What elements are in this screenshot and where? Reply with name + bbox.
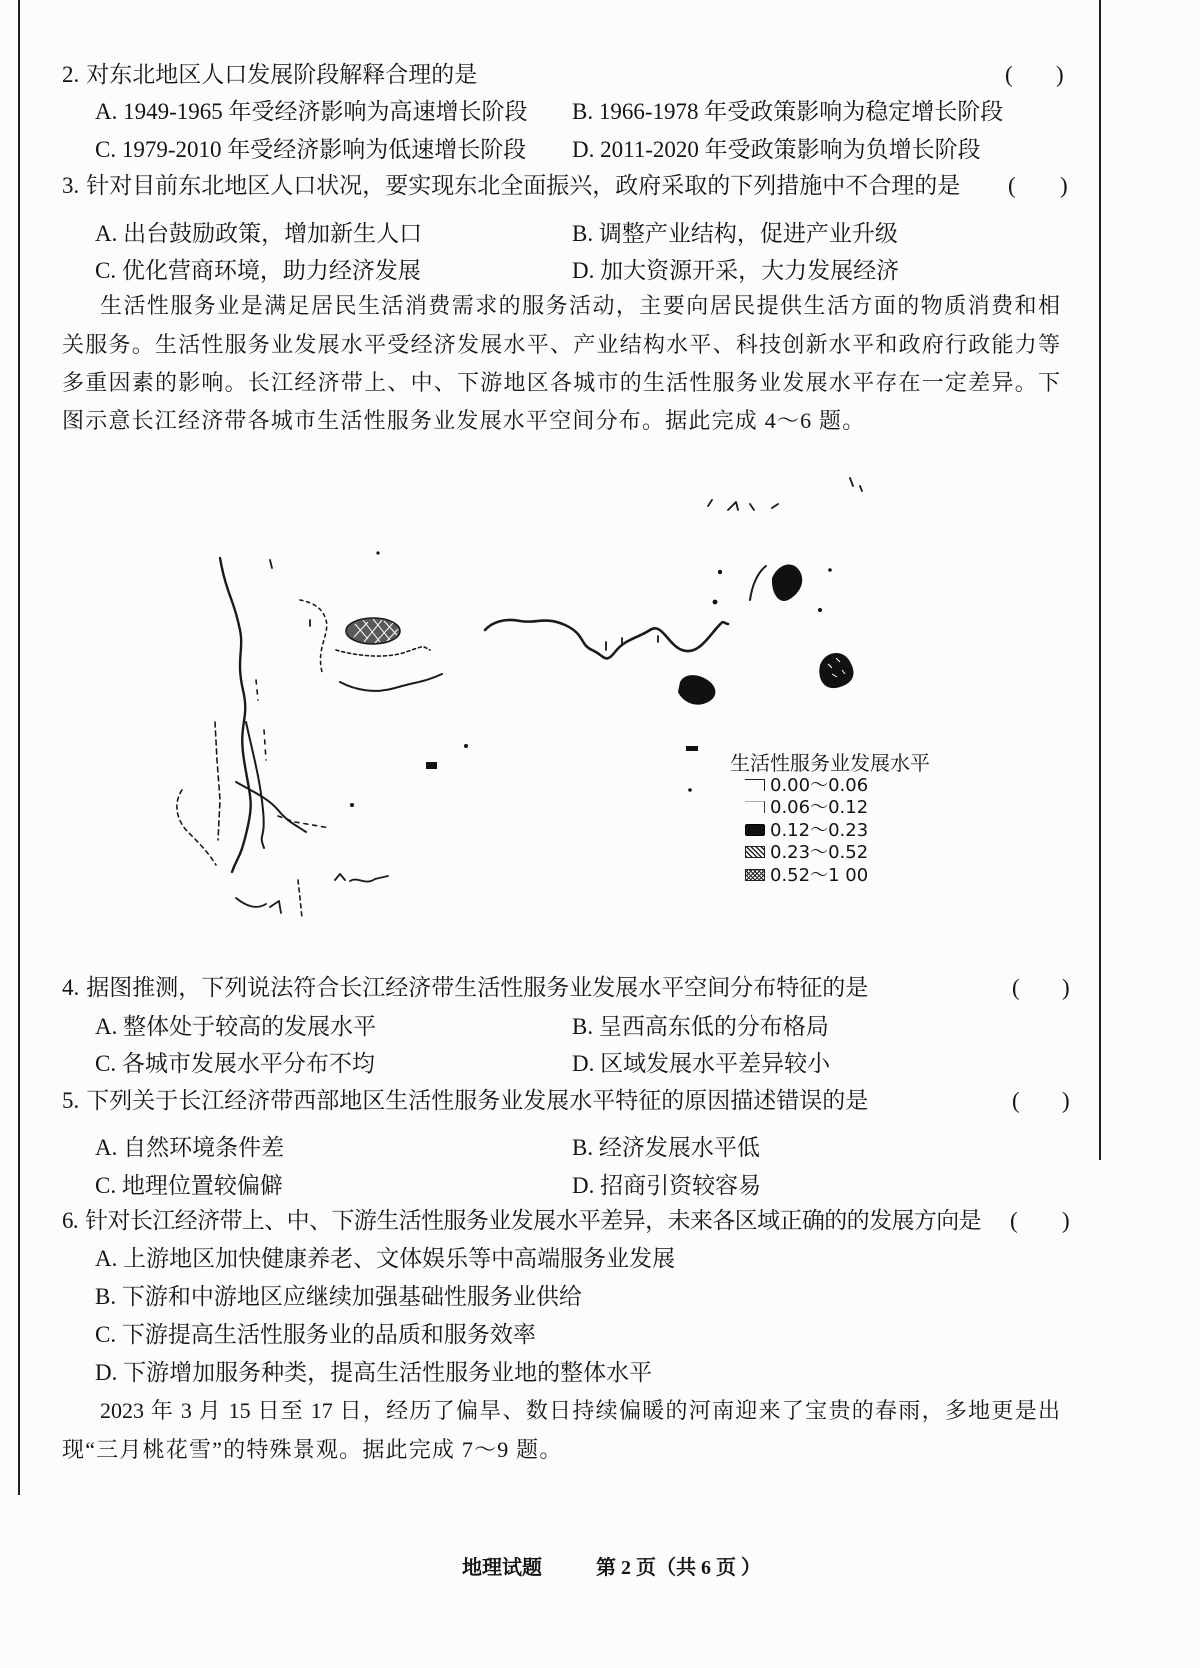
q5-option-c: C. 地理位置较偏僻: [95, 1173, 283, 1198]
q4-stem-text: 据图推测，下列说法符合长江经济带生活性服务业发展水平空间分布特征的是: [86, 975, 869, 1000]
q3-stem-text: 针对目前东北地区人口状况，要实现东北全面振兴，政府采取的下列措施中不合理的是: [86, 173, 961, 198]
passage-4-6-line: 关服务。生活性服务业发展水平受经济发展水平、产业结构水平、科技创新水平和政府行政能力等: [62, 332, 1060, 357]
q2-option-b: B. 1966-1978 年受政策影响为稳定增长阶段: [572, 99, 1004, 124]
q4-answer-bracket-open: (: [1012, 975, 1020, 1000]
map-river-yangtze: [485, 620, 728, 658]
q3-number: 3.: [62, 173, 80, 198]
map-region-level-3-northeast: [772, 564, 802, 601]
scan-border-right: [1099, 0, 1101, 1160]
legend-label: 0.12～0.23: [770, 820, 869, 841]
q5-stem-text: 下列关于长江经济带西部地区生活性服务业发展水平特征的原因描述错误的是: [86, 1088, 869, 1113]
map-region-level-3-central: [678, 675, 715, 705]
legend-label: 0.52～1 00: [770, 865, 869, 886]
map-boundary-central: [336, 647, 430, 656]
q6-number: 6.: [62, 1208, 79, 1233]
scan-border-left: [18, 0, 20, 1495]
q6-option-c: C. 下游提高生活性服务业的品质和服务效率: [95, 1322, 536, 1347]
q3-answer-bracket-open: (: [1008, 173, 1016, 198]
q3-option-c: C. 优化营商环境，助力经济发展: [95, 258, 421, 283]
q5-stem: [62, 1086, 868, 1116]
passage-7-9-line: 2023 年 3 月 15 日至 17 日，经历了偏旱、数日持续偏暖的河南迎来了宝贵的春雨，多地更是出: [100, 1398, 1060, 1423]
q3-option-a: A. 出台鼓励政策，增加新生人口: [95, 221, 423, 246]
legend-label: 0.23～0.52: [770, 842, 869, 863]
map-coast-south: [236, 898, 281, 913]
q2-number: 2.: [62, 62, 80, 87]
map-legend-item: [745, 775, 868, 797]
legend-swatch-solid: [745, 824, 765, 836]
map-legend-item: [745, 797, 868, 819]
q4-option-a: A. 整体处于较高的发展水平: [95, 1014, 377, 1039]
q6-stem: [62, 1206, 981, 1236]
q3-option-b: B. 调整产业结构，促进产业升级: [572, 221, 898, 246]
q5-number: 5.: [62, 1088, 80, 1113]
map-region-small-central: [686, 746, 698, 751]
q5-option-b: B. 经济发展水平低: [572, 1135, 760, 1160]
map-dot: [688, 788, 692, 792]
map-dot: [464, 744, 468, 748]
passage-4-6-line: 生活性服务业是满足居民生活消费需求的服务活动，主要向居民提供生活方面的物质消费和相: [100, 293, 1060, 318]
legend-label: 0.00～0.06: [770, 775, 869, 796]
q2-answer-bracket-close: ): [1056, 62, 1064, 87]
q5-option-a: A. 自然环境条件差: [95, 1135, 285, 1160]
map-boundary-southwest: [177, 790, 216, 865]
map-river-west: [220, 558, 251, 872]
q6-answer-bracket-open: (: [1010, 1208, 1018, 1233]
legend-swatch-hatch: [745, 846, 765, 858]
q4-option-b: B. 呈西高东低的分布格局: [572, 1014, 829, 1039]
q6-option-b: B. 下游和中游地区应继续加强基础性服务业供给: [95, 1284, 582, 1309]
footer-page-number: 第 2 页（共 6 页 ）: [596, 1557, 761, 1579]
map-region-small-west: [426, 762, 437, 769]
map-river-middle: [340, 674, 442, 691]
q6-option-d: D. 下游增加服务种类，提高生活性服务业地的整体水平: [95, 1360, 653, 1385]
map-dot: [350, 803, 354, 807]
passage-4-6-line: 多重因素的影响。长江经济带上、中、下游地区各城市的生活性服务业发展水平存在一定差异。下: [62, 370, 1060, 395]
q5-option-d: D. 招商引资较容易: [572, 1173, 762, 1198]
q2-stem-text: 对东北地区人口发展阶段解释合理的是: [86, 62, 478, 87]
q6-answer-bracket-close: ): [1062, 1208, 1070, 1233]
passage-4-6-line: 图示意长江经济带各城市生活性服务业发展水平空间分布。据此完成 4～6 题。: [62, 408, 866, 433]
q6-option-a: A. 上游地区加快健康养老、文体娱乐等中高端服务业发展: [95, 1246, 676, 1271]
q6-stem-text: 针对长江经济带上、中、下游生活性服务业发展水平差异，未来各区域正确的的发展方向是: [85, 1208, 982, 1233]
map-river-southwest: [236, 782, 306, 832]
legend-swatch-outline: [745, 779, 765, 791]
map-dot: [376, 551, 379, 554]
map-boundary-left-vertical: [256, 680, 266, 760]
map-dot: [828, 568, 832, 572]
q2-answer-bracket-open: (: [1005, 62, 1013, 87]
map-river-south: [335, 874, 388, 882]
map-dot: [718, 570, 722, 574]
map-dot: [713, 600, 718, 605]
passage-7-9-line: 现“三月桃花雪”的特殊景观。据此完成 7～9 题。: [62, 1437, 563, 1462]
legend-swatch-light: [745, 801, 765, 813]
legend-label: 0.06～0.12: [770, 797, 869, 818]
map-boundary-north: [300, 600, 327, 672]
map-boundary-west: [215, 722, 220, 840]
q4-option-c: C. 各城市发展水平分布不均: [95, 1051, 375, 1076]
q4-stem: [62, 973, 868, 1003]
q3-option-d: D. 加大资源开采，大力发展经济: [572, 258, 900, 283]
footer-subject: 地理试题: [462, 1557, 542, 1579]
q4-option-d: D. 区域发展水平差异较小: [572, 1051, 831, 1076]
map-river-northeast: [750, 566, 766, 600]
q5-answer-bracket-close: ): [1062, 1088, 1070, 1113]
q3-answer-bracket-close: ): [1060, 173, 1068, 198]
q3-stem: [62, 171, 960, 201]
q2-option-c: C. 1979-2010 年受经济影响为低速增长阶段: [95, 137, 527, 162]
q4-answer-bracket-close: ): [1062, 975, 1070, 1000]
q2-stem: [62, 60, 477, 90]
map-dot: [818, 608, 822, 612]
map-legend-item: [745, 865, 868, 887]
map-legend-item: [745, 820, 868, 842]
map-boundary-south-vertical: [298, 880, 302, 918]
q2-option-a: A. 1949-1965 年受经济影响为高速增长阶段: [95, 99, 528, 124]
legend-swatch-crosshatch: [745, 869, 765, 881]
q5-answer-bracket-open: (: [1012, 1088, 1020, 1113]
map-legend-item: [745, 842, 868, 864]
q4-number: 4.: [62, 975, 80, 1000]
q2-option-d: D. 2011-2020 年受政策影响为负增长阶段: [572, 137, 981, 162]
map-legend-title: 生活性服务业发展水平: [730, 751, 930, 775]
